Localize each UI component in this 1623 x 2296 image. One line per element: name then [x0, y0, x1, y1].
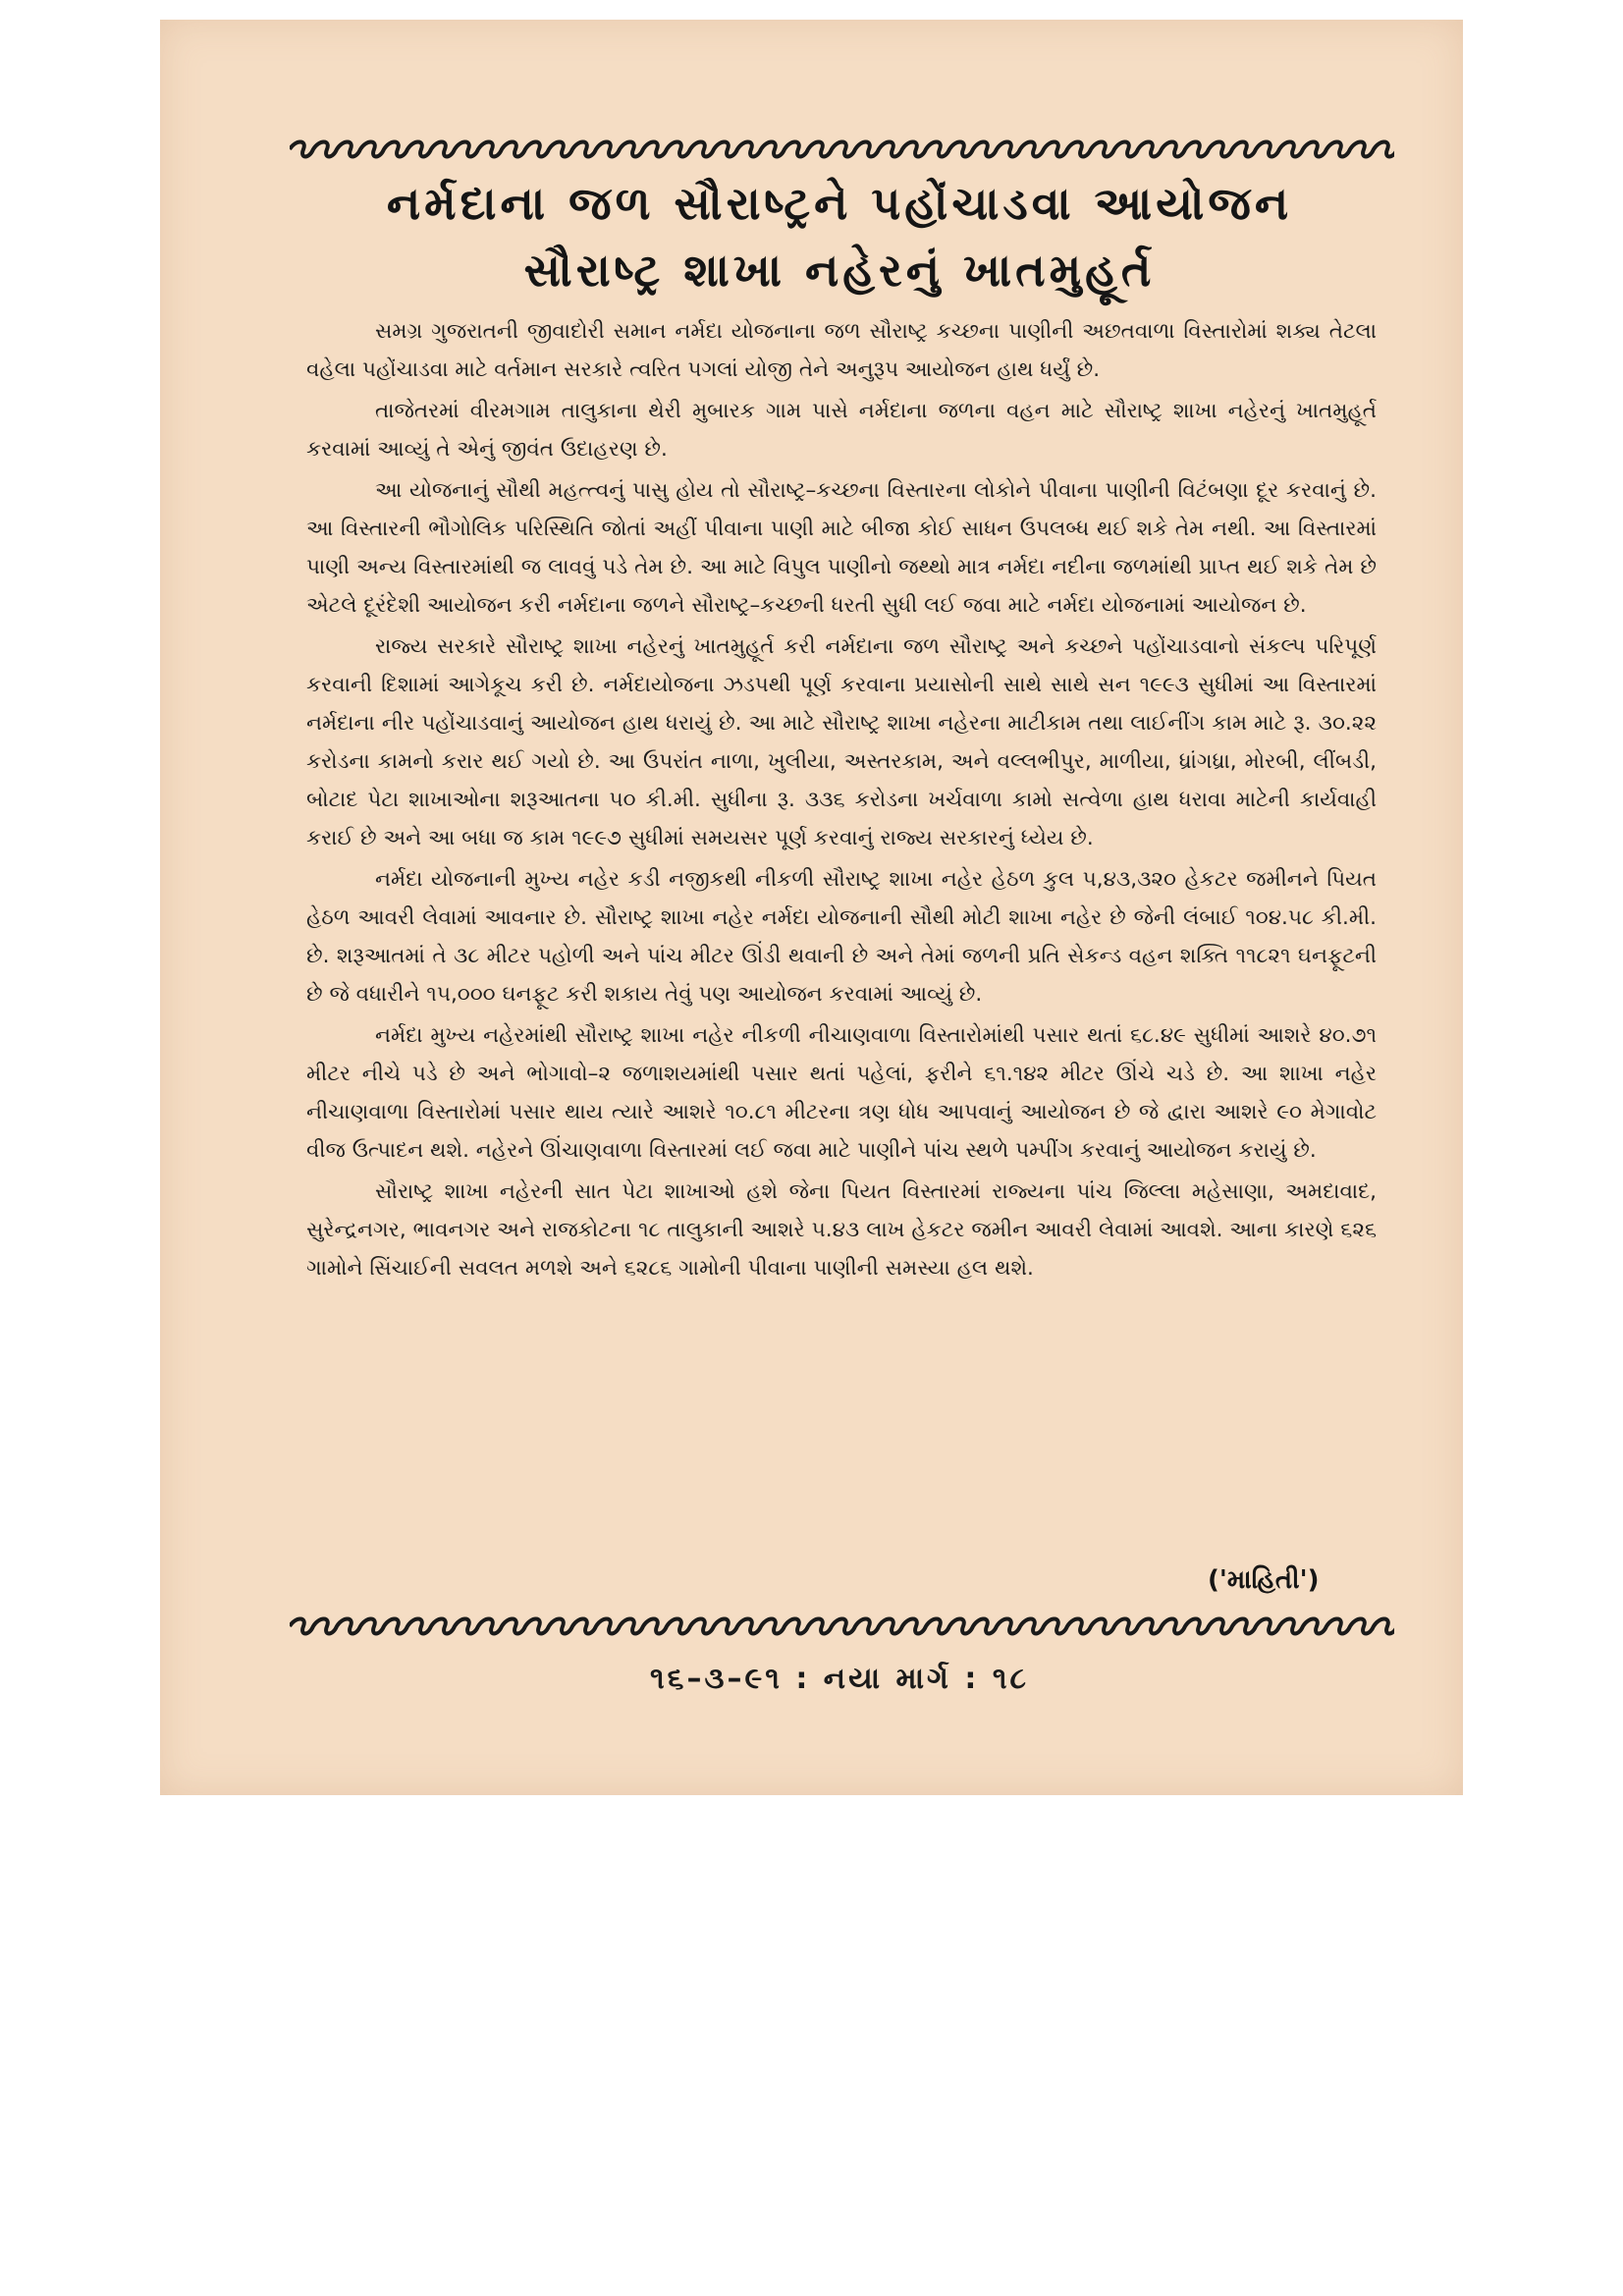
article-paragraph-3: આ યોજનાનું સૌથી મહત્ત્વનું પાસુ હોય તો સૌરાષ્ટ્ર–કચ્છના વિસ્તારના લોકોને પીવાના પાણીની વિટંબણા દૂર કરવાનું છે. આ વિસ્તારની ભૌગોલિક પરિસ્થિતિ જોતાં અહીં પીવાના પાણી માટે બીજા કોઈ સાધન ઉપલબ્ધ થઈ શકે તેમ નથી. આ વિસ્તારમાં પાણી અન્ય વિસ્તારમાંથી જ લાવવું પડે તેમ છે. આ માટે વિપુલ પાણીનો જથ્થો માત્ર નર્મદા નદીના જળમાંથી પ્રાપ્ત થઈ શકે તેમ છે એટલે દૂરંદેશી આયોજન કરી નર્મદાના જળને સૌરાષ્ટ્ર–કચ્છની ધરતી સુધી લઈ જવા માટે નર્મદા યોજનામાં આયોજન છે. — [306, 478, 1377, 618]
headline-line-1: નર્મદાના જળ સૌરાષ્ટ્રને પહોંચાડવા આયોજન — [386, 177, 1293, 230]
source-credit: ('માહિતી') — [1208, 1565, 1320, 1595]
article-paragraph-4: રાજ્ય સરકારે સૌરાષ્ટ્ર શાખા નહેરનું ખાતમુહૂર્ત કરી નર્મદાના જળ સૌરાષ્ટ્ર અને કચ્છને પહોંચાડવાનો સંકલ્પ પરિપૂર્ણ કરવાની દિશામાં આગેકૂચ કરી છે. નર્મદાયોજના ઝડપથી પૂર્ણ કરવાના પ્રયાસોની સાથે સાથે સન ૧૯૯૩ સુધીમાં આ વિસ્તારમાં નર્મદાના નીર પહોંચાડવાનું આયોજન હાથ ધરાયું છે. આ માટે સૌરાષ્ટ્ર શાખા નહેરના માટીકામ તથા લાઈનીંગ કામ માટે રૂ. ૩૦.૨૨ કરોડના કામનો કરાર થઈ ગયો છે. આ ઉપરાંત નાળા, ખુલીયા, અસ્તરકામ, અને વલ્લભીપુર, માળીયા, ધ્રાંગધ્રા, મોરબી, લીંબડી, બોટાદ પેટા શાખાઓના શરૂઆતના ૫૦ કી.મી. સુધીના રૂ. ૩૩૬ કરોડના ખર્ચવાળા કામો સત્વેળા હાથ ધરાવા માટેની કાર્યવાહી કરાઈ છે અને આ બધા જ કામ ૧૯૯૭ સુધીમાં સમયસર પૂર્ણ કરવાનું રાજ્ય સરકારનું ધ્યેય છે. — [306, 634, 1377, 850]
article-paragraph-1: સમગ્ર ગુજરાતની જીવાદોરી સમાન નર્મદા યોજનાના જળ સૌરાષ્ટ્ર કચ્છના પાણીની અછતવાળા વિસ્તારોમાં શક્ય તેટલા વહેલા પહોંચાડવા માટે વર્તમાન સરકારે ત્વરિત પગલાં યોજી તેને અનુરૂપ આયોજન હાથ ધર્યું છે. — [306, 319, 1377, 382]
article-body — [306, 312, 1377, 1290]
article-paragraph-6: નર્મદા મુખ્ય નહેરમાંથી સૌરાષ્ટ્ર શાખા નહેર નીકળી નીચાણવાળા વિસ્તારોમાંથી પસાર થતાં ૬૮.૪૯ સુધીમાં આશરે ૪૦.૭૧ મીટર નીચે પડે છે અને ભોગાવો–૨ જળાશયમાંથી પસાર થતાં પહેલાં, ફરીને ૬૧.૧૪૨ મીટર ઊંચે ચડે છે. આ શાખા નહેર નીચાણવાળા વિસ્તારોમાં પસાર થાય ત્યારે આશરે ૧૦.૮૧ મીટરના ત્રણ ધોધ આપવાનું આયોજન છે જે દ્વારા આશરે ૯૦ મેગાવોટ વીજ ઉત્પાદન થશે. નહેરને ઊંચાણવાળા વિસ્તારમાં લઈ જવા માટે પાણીને પાંચ સ્થળે પમ્પીંગ કરવાનું આયોજન કરાયું છે. — [306, 1023, 1377, 1163]
bottom-ornamental-border — [290, 1614, 1394, 1638]
page-footer: ૧૬–૩–૯૧ : નયા માર્ગ : ૧૮ — [649, 1662, 1030, 1696]
wave-border-bottom — [290, 1614, 1394, 1638]
wave-border-top — [290, 137, 1394, 161]
top-ornamental-border — [290, 137, 1394, 161]
article-paragraph-7: સૌરાષ્ટ્ર શાખા નહેરની સાત પેટા શાખાઓ હશે જેના પિયત વિસ્તારમાં રાજ્યના પાંચ જિલ્લા મહેસાણા, અમદાવાદ, સુરેન્દ્રનગર, ભાવનગર અને રાજકોટના ૧૮ તાલુકાની આશરે ૫.૪૩ લાખ હેકટર જમીન આવરી લેવામાં આવશે. આના કારણે ૬૨૬ ગામોને સિંચાઈની સવલત મળશે અને ૬૨૮૬ ગામોની પીવાના પાણીની સમસ્યા હલ થશે. — [306, 1179, 1377, 1281]
article-paragraph-2: તાજેતરમાં વીરમગામ તાલુકાના થેરી મુબારક ગામ પાસે નર્મદાના જળના વહન માટે સૌરાષ્ટ્ર શાખા નહેરનું ખાતમુહૂર્ત કરવામાં આવ્યું તે એનું જીવંત ઉદાહરણ છે. — [306, 399, 1377, 462]
headline-line-2: સૌરાષ્ટ્ર શાખા નહેરનું ખાતમુહૂર્ત — [523, 244, 1156, 297]
article-paragraph-5: નર્મદા યોજનાની મુખ્ય નહેર કડી નજીકથી નીકળી સૌરાષ્ટ્ર શાખા નહેર હેઠળ કુલ ૫,૪૩,૩૨૦ હેકટર જમીનને પિયત હેઠળ આવરી લેવામાં આવનાર છે. સૌરાષ્ટ્ર શાખા નહેર નર્મદા યોજનાની સૌથી મોટી શાખા નહેર છે જેની લંબાઈ ૧૦૪.૫૮ કી.મી. છે. શરૂઆતમાં તે ૩૮ મીટર પહોળી અને પાંચ મીટર ઊંડી થવાની છે અને તેમાં જળની પ્રતિ સેકન્ડ વહન શક્તિ ૧૧૮૨૧ ઘનફૂટની છે જે વધારીને ૧૫,૦૦૦ ઘનફૂટ કરી શકાય તેવું પણ આયોજન કરવામાં આવ્યું છે. — [306, 867, 1377, 1007]
